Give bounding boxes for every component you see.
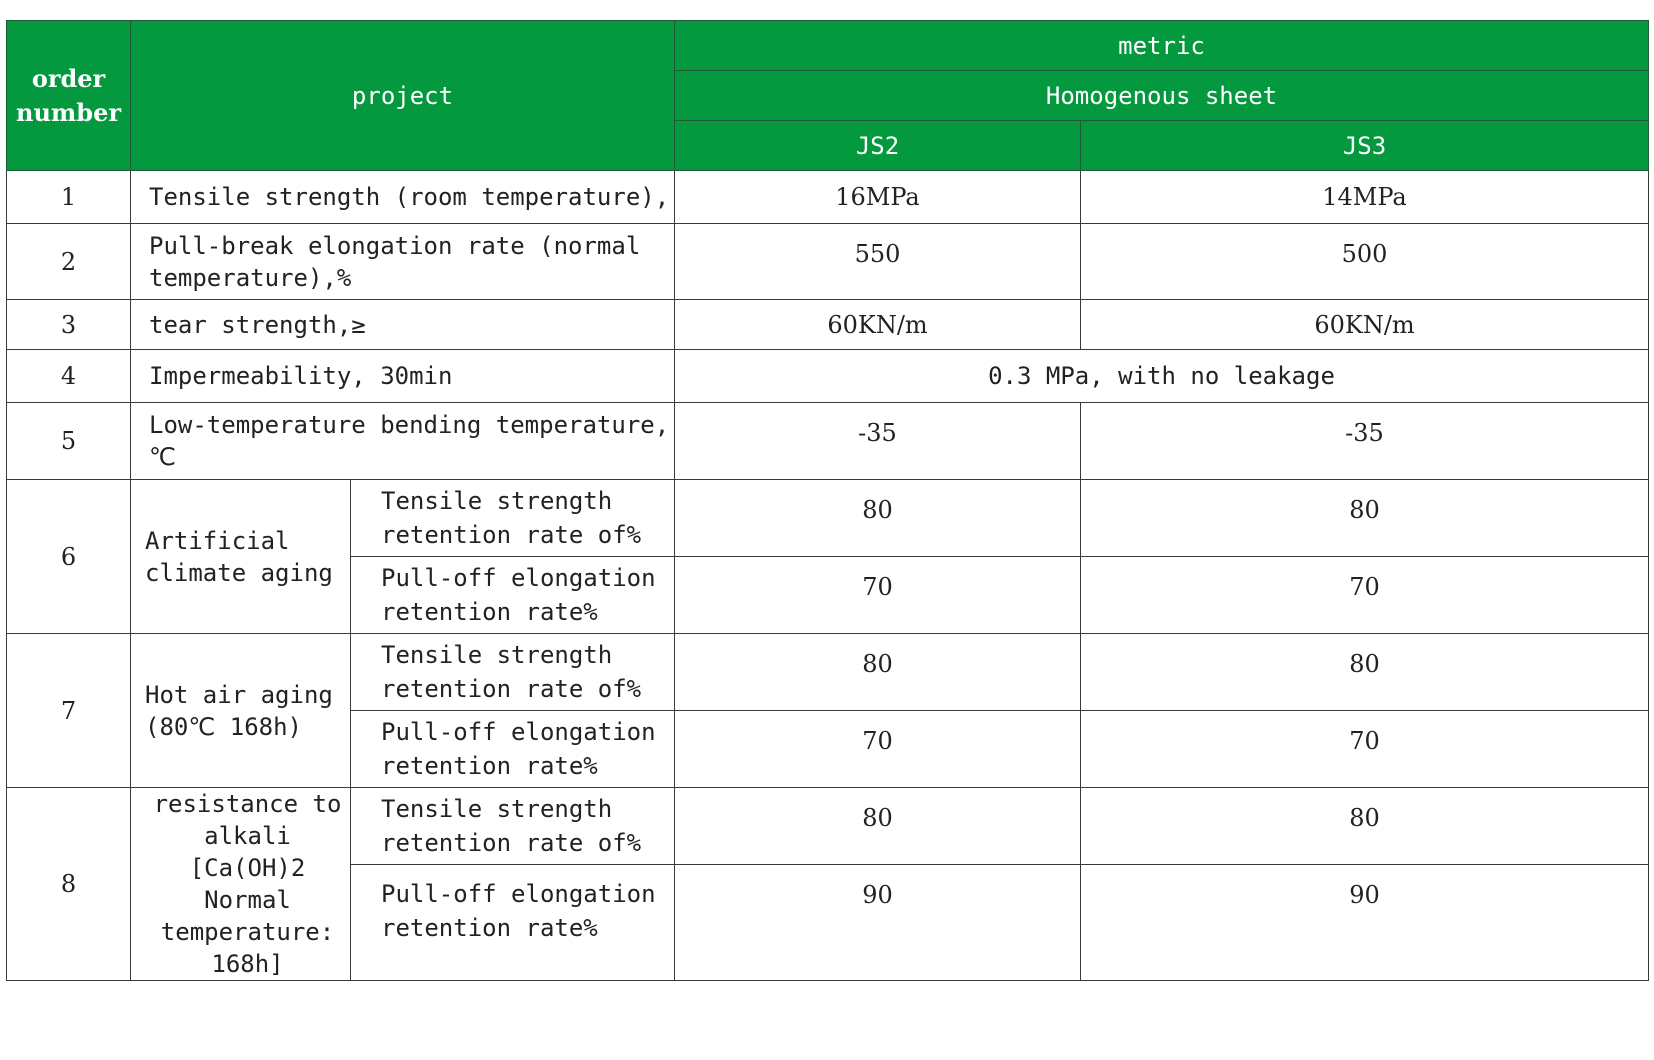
js2-value: 550 — [675, 224, 1081, 300]
js3-value: 80 — [1081, 788, 1649, 865]
row-number: 7 — [7, 634, 131, 788]
js3-value: 70 — [1081, 711, 1649, 788]
table-row — [7, 171, 1649, 224]
js2-value: 90 — [675, 865, 1081, 981]
js2-value: 60KN/m — [675, 300, 1081, 350]
project-header: project — [131, 21, 675, 171]
merged-value: 0.3 MPa, with no leakage — [675, 350, 1649, 403]
js2-value: 80 — [675, 480, 1081, 557]
table-row — [7, 788, 1649, 865]
sub-item-cell: Pull-off elongation retention rate% — [351, 557, 675, 634]
row-number: 1 — [7, 171, 131, 224]
table-row — [7, 350, 1649, 403]
js3-value: 90 — [1081, 865, 1649, 981]
category-cell: resistance to alkali [Ca(OH)2 Normal temperature: 168h] — [131, 788, 351, 981]
sub-item-cell: Pull-off elongation retention rate% — [351, 865, 675, 981]
category-cell: Artificial climate aging — [131, 480, 351, 634]
js2-value: 80 — [675, 634, 1081, 711]
js2-value: 16MPa — [675, 171, 1081, 224]
js3-value: 70 — [1081, 557, 1649, 634]
js2-value: 80 — [675, 788, 1081, 865]
project-cell: Low-temperature bending temperature, ℃ — [131, 403, 675, 480]
project-cell: Tensile strength (room temperature), — [131, 171, 675, 224]
project-cell: Impermeability, 30min — [131, 350, 675, 403]
table-row — [7, 300, 1649, 350]
sub-item-cell: Tensile strength retention rate of% — [351, 480, 675, 557]
header-row-1 — [7, 21, 1649, 71]
row-number: 5 — [7, 403, 131, 480]
js3-value: 80 — [1081, 480, 1649, 557]
table-row — [7, 224, 1649, 300]
js3-value: -35 — [1081, 403, 1649, 480]
project-cell: Pull-break elongation rate (normal temperature),% — [131, 224, 675, 300]
category-cell: Hot air aging (80℃ 168h) — [131, 634, 351, 788]
sub-item-cell: Tensile strength retention rate of% — [351, 634, 675, 711]
js3-value: 80 — [1081, 634, 1649, 711]
order-number-header: order number — [7, 21, 131, 171]
table-row — [7, 403, 1649, 480]
sub-item-cell: Pull-off elongation retention rate% — [351, 711, 675, 788]
row-number: 2 — [7, 224, 131, 300]
project-cell: tear strength,≥ — [131, 300, 675, 350]
js2-value: 70 — [675, 711, 1081, 788]
metric-header: metric — [675, 21, 1649, 71]
row-number: 3 — [7, 300, 131, 350]
js3-value: 14MPa — [1081, 171, 1649, 224]
js3-value: 60KN/m — [1081, 300, 1649, 350]
row-number: 4 — [7, 350, 131, 403]
js2-value: -35 — [675, 403, 1081, 480]
homogenous-sheet-header: Homogenous sheet — [675, 71, 1649, 121]
js3-value: 500 — [1081, 224, 1649, 300]
js2-header: JS2 — [675, 121, 1081, 171]
js3-header: JS3 — [1081, 121, 1649, 171]
table-row — [7, 480, 1649, 557]
row-number: 8 — [7, 788, 131, 981]
sub-item-cell: Tensile strength retention rate of% — [351, 788, 675, 865]
row-number: 6 — [7, 480, 131, 634]
js2-value: 70 — [675, 557, 1081, 634]
properties-table — [6, 20, 1649, 981]
table-row — [7, 634, 1649, 711]
